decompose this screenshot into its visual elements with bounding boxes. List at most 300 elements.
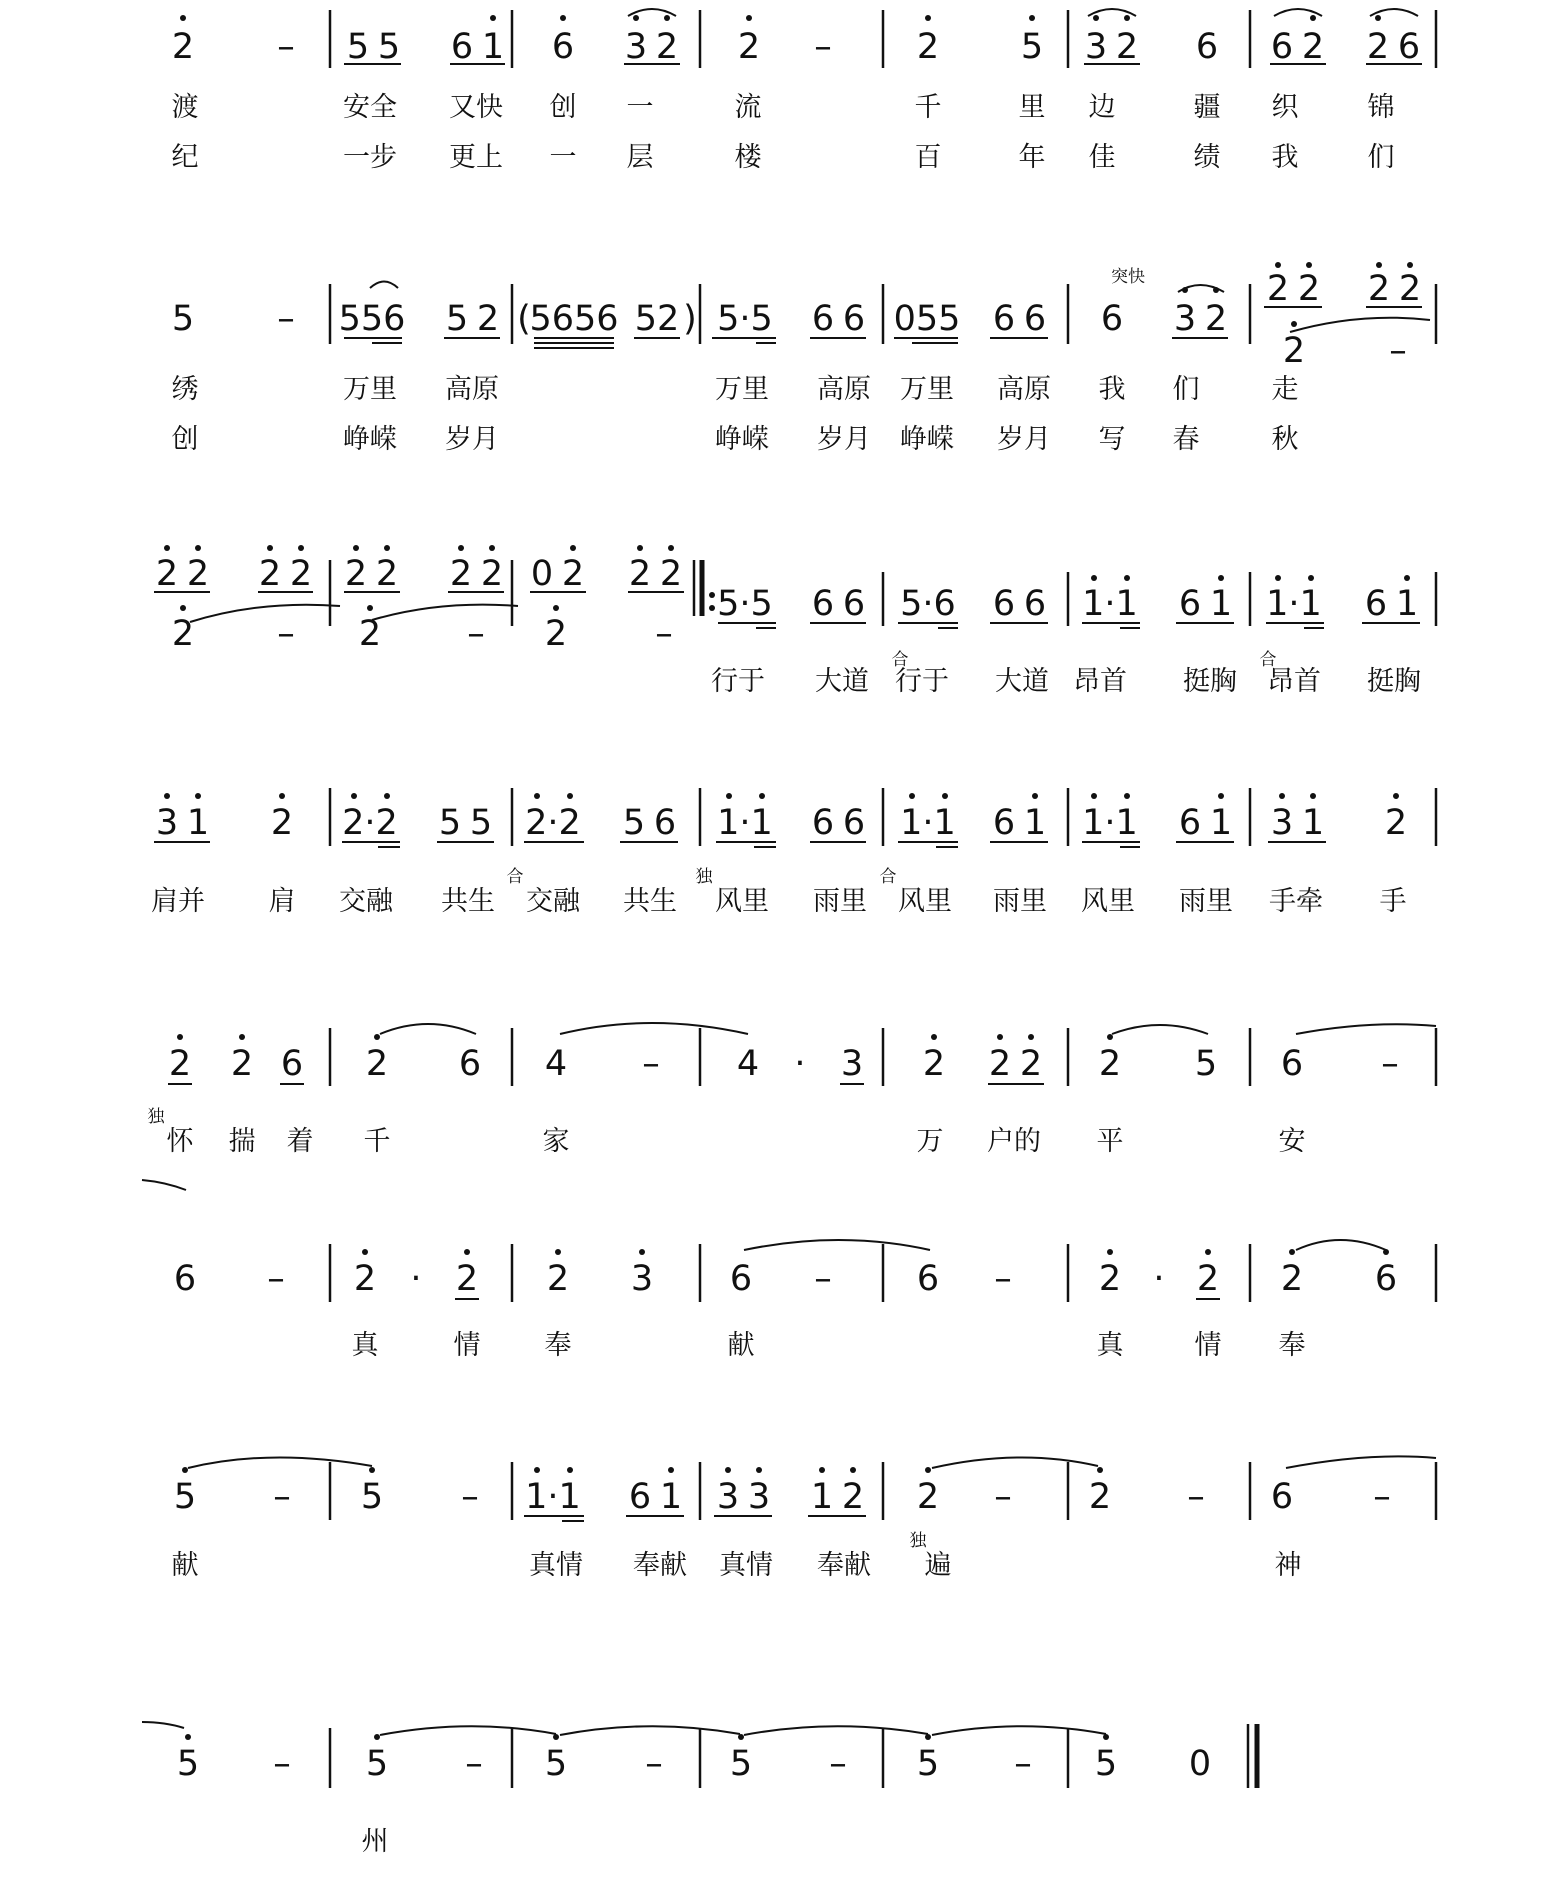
score-line-8 [142,1722,1257,1857]
note: 2 [916,1477,940,1517]
note: 2 [375,554,399,594]
note: 2 [561,554,585,594]
high-octave-dot [726,793,732,799]
high-octave-dot [1275,575,1281,581]
tie [560,1023,748,1034]
note: 1 [1023,803,1047,843]
high-octave-dot [567,793,573,799]
slur [1370,9,1418,16]
lyric: 手牵 [1269,886,1323,917]
note: 4 [736,1044,760,1084]
lyric: 情 [1194,1330,1222,1361]
note: 4 [544,1044,568,1084]
lyric: 家 [542,1126,570,1157]
lyric: 流 [734,92,762,123]
lyric: 风里 [1081,886,1135,917]
note: 5 [1094,1744,1118,1784]
note: 6 [1397,27,1421,67]
note: 0 [530,554,554,594]
note: 6 [551,27,575,67]
note: 2 [1366,27,1390,67]
lyric: 秋 [1271,424,1299,455]
lyric: 万里 [343,374,397,405]
note: 6 [811,299,835,339]
high-octave-dot [1124,793,1130,799]
high-octave-dot [1032,793,1038,799]
lyric: 大道 [995,666,1049,697]
tie [932,1457,1098,1468]
high-octave-dot [464,1249,470,1255]
high-octave-dot [1310,15,1316,21]
high-octave-dot [1310,793,1316,799]
tie [190,605,340,622]
lyric: 锦 [1367,92,1395,123]
lyric: 佳 [1088,142,1116,173]
note: 2 [1297,269,1321,309]
lyric: 边 [1088,92,1116,123]
high-octave-dot [185,1734,191,1740]
note-group: 5656 [529,299,619,339]
high-octave-dot [637,545,643,551]
high-octave-dot [374,1734,380,1740]
note: 2 [186,554,210,594]
tempo-marking: 突快 [1111,267,1145,287]
lyric: 绩 [1193,142,1221,173]
lyric: 雨里 [1179,886,1233,917]
high-octave-dot [458,545,464,551]
high-octave-dot [164,545,170,551]
lyric: 雨里 [993,886,1047,917]
lyric: 户的 [987,1126,1041,1157]
note-group: 556 [338,299,406,339]
part-mark: 独 [147,1107,165,1127]
dash: – [461,1477,479,1517]
high-octave-dot [1376,262,1382,268]
repeat-dot [709,592,715,598]
lyric: 昂首 [1267,666,1321,697]
dash: – [814,27,832,67]
lyric: 纪 [171,142,199,173]
high-octave-dot [555,1249,561,1255]
high-octave-dot [384,793,390,799]
paren-open: ( [517,299,531,339]
high-octave-dot [668,1467,674,1473]
note-dotted: 1·1 [1082,584,1138,624]
note: 2 [546,1259,570,1299]
note: 6 [729,1259,753,1299]
lyric: 峥嵘 [715,424,769,455]
lyric: 更上 [449,142,503,173]
note: 5 [173,1477,197,1517]
lyric: 挺胸 [1367,666,1421,697]
high-octave-dot [180,605,186,611]
note: 5 [622,803,646,843]
note: 2 [358,614,382,654]
lyric: 万里 [715,374,769,405]
tie [188,1457,372,1468]
note-group: 055 [893,299,961,339]
lyric: 奉献 [633,1550,687,1581]
lyric: 创 [549,92,577,123]
high-octave-dot [1205,1249,1211,1255]
note: 2 [916,27,940,67]
dash: – [1381,1044,1399,1084]
dot-extension: · [1153,1259,1165,1299]
note: 2 [1098,1044,1122,1084]
note: 3 [1084,27,1108,67]
high-octave-dot [759,793,765,799]
tie [1286,1456,1436,1468]
note: 5 [438,803,462,843]
high-octave-dot [1375,15,1381,21]
high-octave-dot [180,15,186,21]
lyric: 峥嵘 [900,424,954,455]
lyric: 安全 [343,92,397,123]
note: 2 [1280,1259,1304,1299]
lyric: 岁月 [997,424,1051,455]
note: 2 [344,554,368,594]
note: 2 [455,1259,479,1299]
lyric: 真情 [719,1550,773,1581]
lyric: 年 [1018,142,1046,173]
lyric: 遍 [924,1550,952,1581]
note: 2 [1398,269,1422,309]
note: 3 [716,1477,740,1517]
lyric: 创 [171,424,199,455]
note: 2 [628,554,652,594]
lyric: 我 [1271,142,1299,173]
high-octave-dot [384,545,390,551]
note: 2 [476,299,500,339]
high-octave-dot [164,793,170,799]
lyric: 奉 [544,1330,572,1361]
dash: – [994,1259,1012,1299]
note: 6 [1364,584,1388,624]
score-line-6 [174,1240,1436,1361]
note: 2 [1088,1477,1112,1517]
high-octave-dot [925,1467,931,1473]
high-octave-dot [925,1734,931,1740]
dash: – [1389,331,1407,371]
high-octave-dot [931,1034,937,1040]
tie-continuation [142,1722,184,1728]
lyric: 我 [1098,374,1126,405]
note: 2 [230,1044,254,1084]
lyric: 奉献 [817,1550,871,1581]
dash: – [655,614,673,654]
note: 5 [544,1744,568,1784]
high-octave-dot [553,605,559,611]
note-dotted: 2·2 [525,803,581,843]
paren-close: ) [683,299,697,339]
note: 3 [624,27,648,67]
lyric: 真 [1096,1330,1124,1361]
note: 5 [1020,27,1044,67]
high-octave-dot [1093,15,1099,21]
score-line-3 [154,545,1436,697]
tie [372,605,518,620]
high-octave-dot [1029,15,1035,21]
note-dotted: 1·1 [1266,584,1322,624]
high-octave-dot [351,793,357,799]
high-octave-dot [1107,1034,1113,1040]
note-dotted: 1·1 [900,803,956,843]
high-octave-dot [560,15,566,21]
slur [1088,9,1136,16]
high-octave-dot [177,1034,183,1040]
note: 6 [1178,584,1202,624]
note: 3 [747,1477,771,1517]
dash: – [994,1477,1012,1517]
high-octave-dot [570,545,576,551]
note: 1 [481,27,505,67]
note: 6 [842,299,866,339]
high-octave-dot [1124,575,1130,581]
lyric: 高原 [817,374,871,405]
tie [560,1726,740,1735]
note: 6 [992,299,1016,339]
high-octave-dot [756,1467,762,1473]
high-octave-dot [1028,1034,1034,1040]
high-octave-dot [367,605,373,611]
dash: – [465,1744,483,1784]
high-octave-dot [746,15,752,21]
score-line-5 [142,1023,1436,1190]
lyric: 写 [1098,424,1126,455]
high-octave-dot [490,15,496,21]
note: 2 [544,614,568,654]
score-line-4 [151,788,1436,917]
note: 6 [842,803,866,843]
note: 2 [659,554,683,594]
high-octave-dot [1291,321,1297,327]
note: 2 [258,554,282,594]
dash: – [277,299,295,339]
high-octave-dot [738,1734,744,1740]
note: 2 [289,554,313,594]
lyric: 春 [1172,424,1200,455]
note: 1 [1209,803,1233,843]
lyric: 安 [1278,1126,1306,1157]
lyric: 真情 [529,1550,583,1581]
high-octave-dot [195,793,201,799]
note: 2 [1115,27,1139,67]
note: 3 [1270,803,1294,843]
high-octave-dot [353,545,359,551]
dash: – [267,1259,285,1299]
note: 2 [1282,331,1306,371]
note: 1 [1301,803,1325,843]
lyric: 奉 [1278,1330,1306,1361]
note: 5 [377,27,401,67]
note-dotted: 1·1 [717,803,773,843]
note: 6 [916,1259,940,1299]
lyric: 献 [171,1550,199,1581]
high-octave-dot [1407,262,1413,268]
high-octave-dot [942,793,948,799]
note: 6 [992,584,1016,624]
high-octave-dot [374,1034,380,1040]
high-octave-dot [1218,575,1224,581]
lyric: 共生 [441,886,495,917]
note: 6 [1374,1259,1398,1299]
note: 5 [445,299,469,339]
lyric: 疆 [1193,92,1221,123]
note-dotted: 2·2 [342,803,398,843]
lyric: 万 [916,1126,944,1157]
slur [1296,1240,1386,1250]
note: 6 [450,27,474,67]
lyric: 高原 [445,374,499,405]
high-octave-dot [534,1467,540,1473]
dash: – [814,1259,832,1299]
note: 1 [186,803,210,843]
note: 2 [841,1477,865,1517]
note: 2 [171,27,195,67]
note: 6 [992,803,1016,843]
tie [932,1726,1106,1735]
high-octave-dot [1107,1249,1113,1255]
slur [1274,9,1322,16]
note-dotted: 1·1 [525,1477,581,1517]
note: 2 [171,614,195,654]
lyric: 百 [914,142,942,173]
high-octave-dot [925,15,931,21]
lyric: 情 [453,1330,481,1361]
high-octave-dot [489,545,495,551]
note: 5 [1194,1044,1218,1084]
high-octave-dot [1308,575,1314,581]
note: 6 [1100,299,1124,339]
note: 1 [810,1477,834,1517]
lyric: 州 [361,1826,389,1857]
note-dotted: 5·5 [717,584,773,624]
note: 2 [1367,269,1391,309]
high-octave-dot [909,793,915,799]
high-octave-dot [553,1734,559,1740]
lyric: 千 [363,1126,391,1157]
lyric: 风里 [898,886,952,917]
lyric: 交融 [526,886,580,917]
dash: – [277,614,295,654]
note: 2 [1204,299,1228,339]
lyric: 肩 [268,886,296,917]
note: 6 [1195,27,1219,67]
lyric: 昂首 [1073,666,1127,697]
lyric: 揣 [228,1126,256,1157]
lyric: 渡 [171,92,199,123]
score-line-7 [172,1456,1437,1581]
note: 2 [168,1044,192,1084]
high-octave-dot [279,793,285,799]
dot-extension: · [794,1044,806,1084]
note: 3 [1173,299,1197,339]
high-octave-dot [725,1467,731,1473]
note: 5 [469,803,493,843]
tie [744,1240,930,1250]
lyric: 里 [1018,92,1046,123]
high-octave-dot [639,1249,645,1255]
note-group: 52 [634,299,680,339]
lyric: 神 [1274,1550,1302,1581]
high-octave-dot [1091,575,1097,581]
note: 6 [1270,27,1294,67]
note: 2 [480,554,504,594]
lyric: 挺胸 [1183,666,1237,697]
high-octave-dot [1218,793,1224,799]
high-octave-dot [1306,262,1312,268]
high-octave-dot [1279,793,1285,799]
high-octave-dot [298,545,304,551]
note: 5 [916,1744,940,1784]
dash: – [642,1044,660,1084]
note: 2 [1196,1259,1220,1299]
high-octave-dot [362,1249,368,1255]
note: 6 [173,1259,197,1299]
lyric: 们 [1172,374,1200,405]
note: 2 [1019,1044,1043,1084]
note: 3 [155,803,179,843]
high-octave-dot [1393,793,1399,799]
note: 3 [840,1044,864,1084]
lyric: 一 [626,92,654,123]
note: 1 [1209,584,1233,624]
dash: – [467,614,485,654]
lyric: 交融 [339,886,393,917]
note: 5 [346,27,370,67]
note-dotted: 1·1 [1082,803,1138,843]
high-octave-dot [997,1034,1003,1040]
lyric: 又快 [449,92,503,123]
lyric: 楼 [734,142,762,173]
lyric: 万里 [900,374,954,405]
note: 2 [1384,803,1408,843]
note: 2 [270,803,294,843]
lyric: 手 [1379,886,1407,917]
rest: 0 [1188,1744,1212,1784]
note: 6 [653,803,677,843]
note: 2 [1266,269,1290,309]
lyric: 一步 [343,142,397,173]
high-octave-dot [267,545,273,551]
note: 6 [811,584,835,624]
lyric: 岁月 [445,424,499,455]
note: 6 [1023,584,1047,624]
note: 2 [449,554,473,594]
tie-continuation [142,1180,186,1190]
part-mark: 合 [891,650,909,670]
lyric: 共生 [623,886,677,917]
part-mark: 合 [1259,650,1277,670]
lyric: 真 [351,1330,379,1361]
lyric: 一 [549,142,577,173]
slur [628,9,676,16]
dash: – [273,1477,291,1517]
note: 6 [280,1044,304,1084]
lyric: 绣 [171,374,199,405]
high-octave-dot [239,1034,245,1040]
note: 5 [176,1744,200,1784]
slur [370,282,398,289]
note: 2 [988,1044,1012,1084]
note: 1 [659,1477,683,1517]
high-octave-dot [1103,1734,1109,1740]
note: 5 [729,1744,753,1784]
note: 2 [922,1044,946,1084]
slur [1112,1025,1208,1034]
slur [380,1024,476,1034]
dash: – [645,1744,663,1784]
